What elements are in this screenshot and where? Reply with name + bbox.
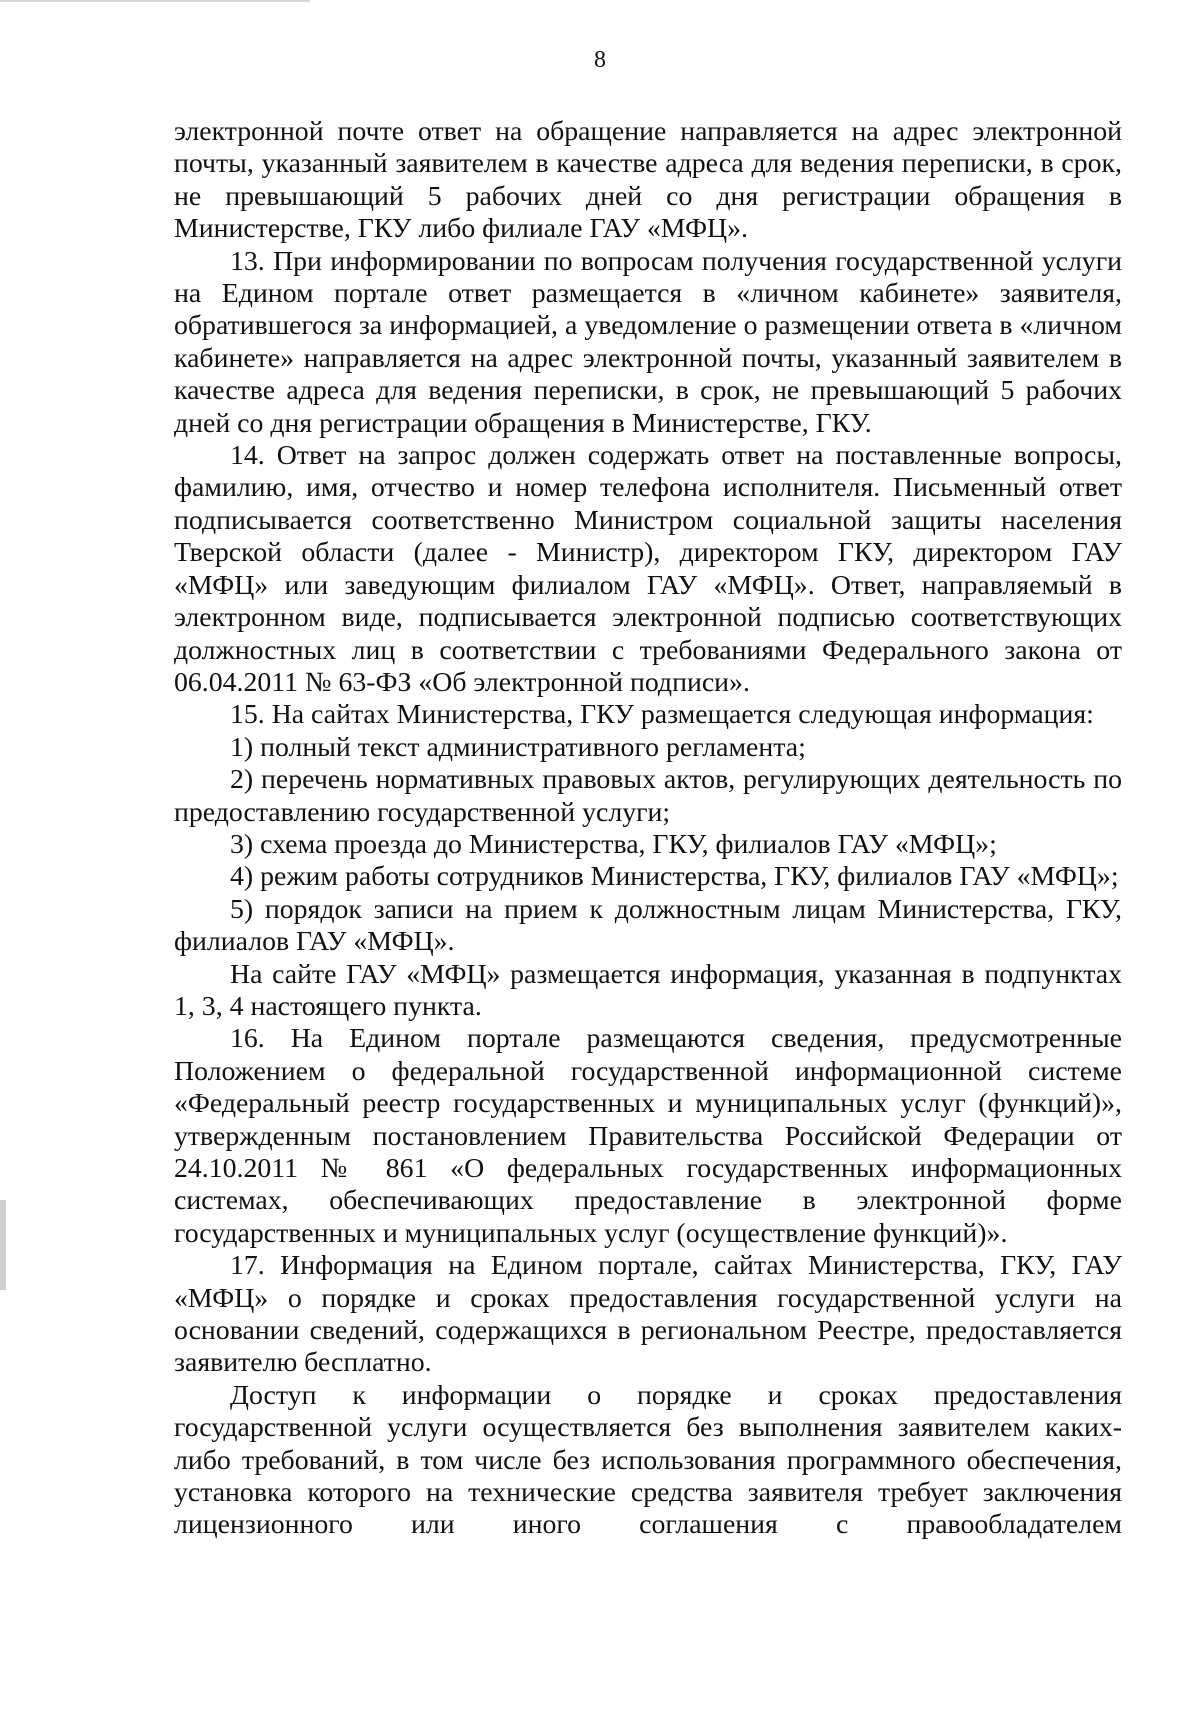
paragraph-continuation: электронной почте ответ на обращение направляется на адрес электронной почты, указанный заявителем в качестве адреса для ведения переписки, в срок, не превышающий 5 рабочих дней со дня регистрации обращения в Министерстве, ГКУ либо филиале ГАУ «МФЦ». bbox=[174, 116, 1122, 245]
paragraph-14: 14. Ответ на запрос должен содержать ответ на поставленные вопросы, фамилию, имя, отчество и номер телефона исполнителя. Письменный ответ подписывается соответственно Министром социальной защиты населения Тверской области (далее - Министр), директором ГКУ, директором ГАУ «МФЦ» или заведующим филиалом ГАУ «МФЦ». Ответ, направляемый в электронном виде, подписывается электронной подписью соответствующих должностных лиц в соответствии с требованиями Федерального закона от 06.04.2011 № 63-ФЗ «Об электронной подписи». bbox=[174, 440, 1122, 698]
list-item-4: 4) режим работы сотрудников Министерства, ГКУ, филиалов ГАУ «МФЦ»; bbox=[230, 861, 1119, 893]
document-body bbox=[174, 116, 1122, 1542]
list-item-1: 1) полный текст административного регламента; bbox=[230, 731, 806, 763]
list-item-3: 3) схема проезда до Министерства, ГКУ, филиалов ГАУ «МФЦ»; bbox=[230, 828, 997, 860]
paragraph-access: Доступ к информации о порядке и сроках предоставления государственной услуги осуществляется без выполнения заявителем каких-либо требований, в том числе без использования программного обеспечения, установка которого на технические средства заявителя требует заключения лицензионного или иного соглашения с правообладателем bbox=[174, 1379, 1122, 1541]
paragraph-15: 15. На сайтах Министерства, ГКУ размещается следующая информация: bbox=[230, 699, 1094, 731]
page-number: 8 bbox=[594, 47, 606, 73]
paragraph-17: 17. Информация на Едином портале, сайтах Министерства, ГКУ, ГАУ «МФЦ» о порядке и сроках предоставления государственной услуги на основании сведений, содержащихся в региональном Реестре, предоставляется заявителю бесплатно. bbox=[174, 1250, 1122, 1379]
scan-top-edge bbox=[0, 0, 310, 2]
paragraph-mfc-site: На сайте ГАУ «МФЦ» размещается информация, указанная в подпунктах 1, 3, 4 настоящего пункта. bbox=[174, 958, 1122, 1022]
paragraph-16: 16. На Едином портале размещаются сведения, предусмотренные Положением о федеральной государственной информационной системе «Федеральный реестр государственных и муниципальных услуг (функций)», утвержденным постановлением Правительства Российской Федерации от 24.10.2011 № 861 «О федеральных государственных информационных системах, обеспечивающих предоставление в электронной форме государственных и муниципальных услуг (осуществление функций)». bbox=[174, 1023, 1122, 1249]
list-item-2: 2) перечень нормативных правовых актов, регулирующих деятельность по предоставлению государственной услуги; bbox=[174, 764, 1122, 828]
paragraph-13: 13. При информировании по вопросам получения государственной услуги на Едином портале ответ размещается в «личном кабинете» заявителя, обратившегося за информацией, а уведомление о размещении ответа в «личном кабинете» направляется на адрес электронной почты, указанный заявителем в качестве адреса для ведения переписки, в срок, не превышающий 5 рабочих дней со дня регистрации обращения в Министерстве, ГКУ. bbox=[174, 245, 1122, 439]
list-item-5: 5) порядок записи на прием к должностным лицам Министерства, ГКУ, филиалов ГАУ «МФЦ». bbox=[174, 893, 1122, 958]
scan-left-edge bbox=[0, 1200, 6, 1290]
